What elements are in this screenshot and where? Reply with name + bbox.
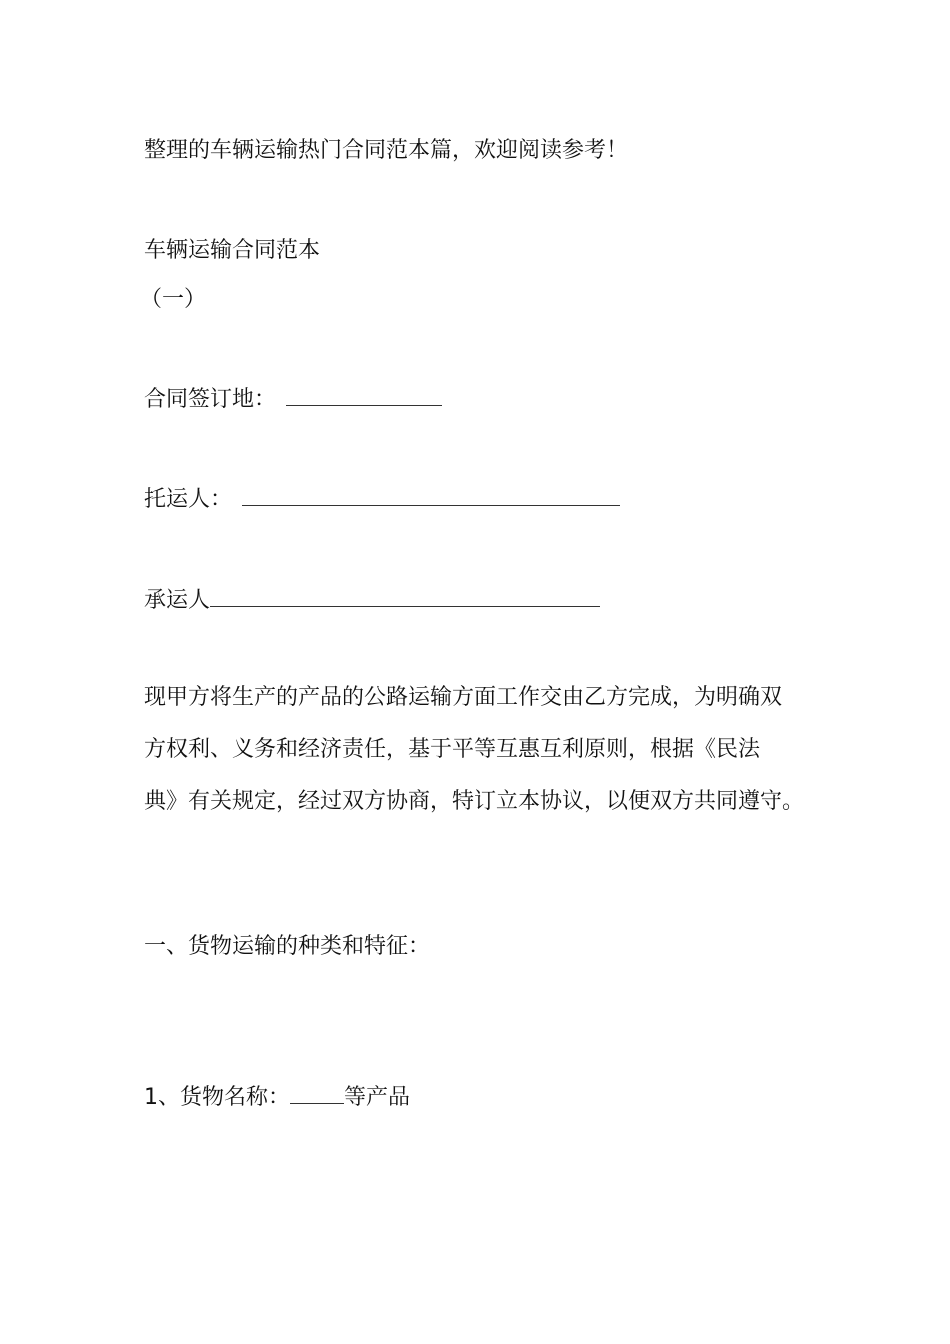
- section1-heading: 一、货物运输的种类和特征：: [144, 934, 431, 959]
- item1-suffix: 等产品: [344, 1085, 411, 1110]
- sign-place-label: 合同签订地：: [144, 387, 277, 412]
- item1-goods-name: [144, 1083, 410, 1112]
- preamble-paragraph: [144, 672, 814, 828]
- shipper-label: 托运人：: [144, 487, 233, 512]
- goods-name-blank[interactable]: [290, 1083, 344, 1104]
- carrier-field: [144, 586, 600, 615]
- document-subtitle: （一）: [140, 287, 207, 312]
- intro-text: 整理的车辆运输热门合同范本篇，欢迎阅读参考！: [144, 138, 629, 163]
- shipper-field: [144, 485, 620, 514]
- carrier-label: 承运人: [144, 588, 211, 613]
- carrier-blank[interactable]: [210, 586, 600, 607]
- sign-place-field: [144, 385, 442, 414]
- preamble-line: 方权利、义务和经济责任，基于平等互惠互利原则，根据《民法: [144, 737, 761, 762]
- shipper-blank[interactable]: [242, 485, 620, 506]
- preamble-line: 现甲方将生产的产品的公路运输方面工作交由乙方完成，为明确双: [144, 685, 783, 710]
- preamble-line: 典》有关规定，经过双方协商，特订立本协议，以便双方共同遵守。: [144, 789, 805, 814]
- sign-place-blank[interactable]: [286, 385, 442, 406]
- item1-prefix: 1、货物名称：: [144, 1085, 290, 1110]
- document-title: 车辆运输合同范本: [144, 238, 321, 263]
